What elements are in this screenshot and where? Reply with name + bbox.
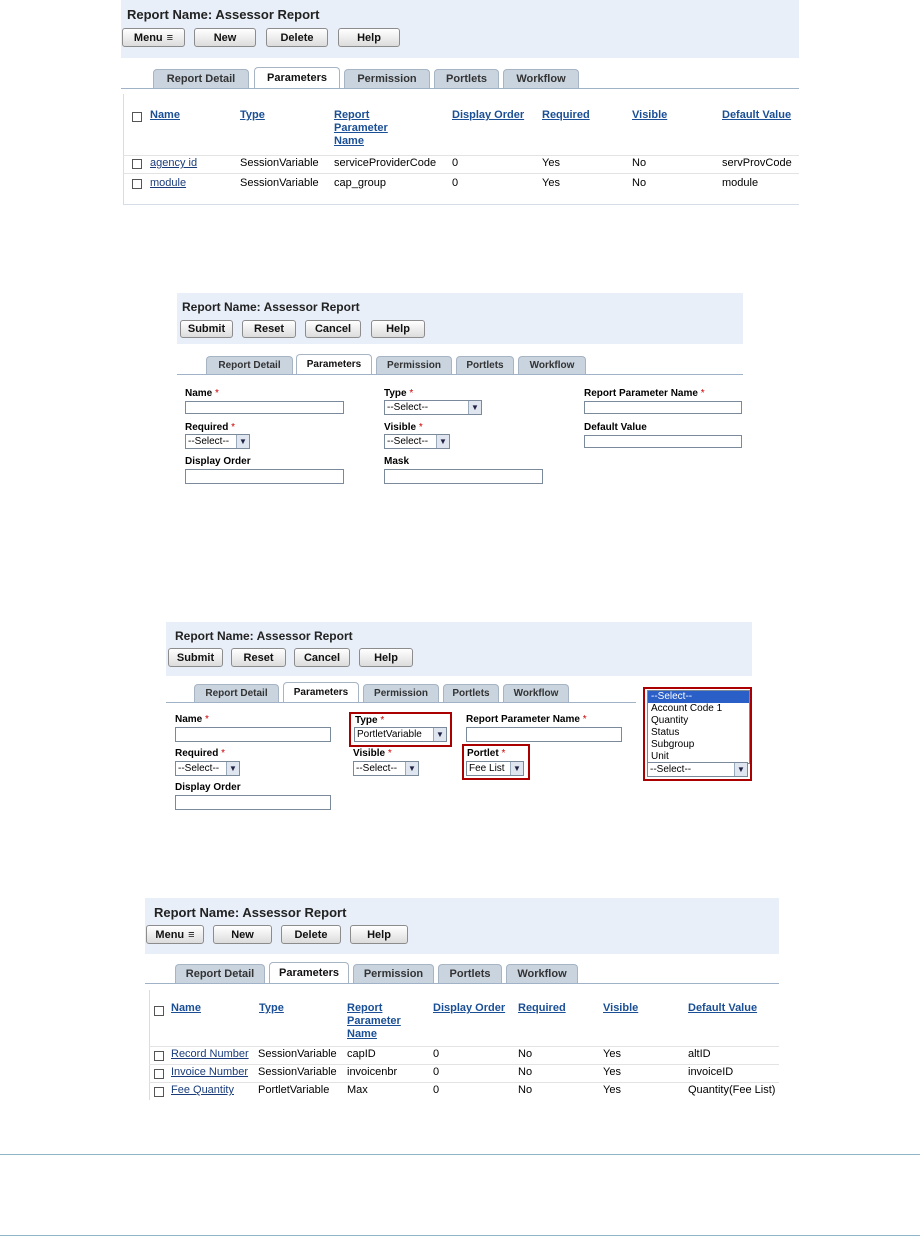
portlet-select[interactable]: Fee List ▼: [466, 761, 524, 776]
submit-button[interactable]: Submit: [180, 320, 233, 338]
row-divider: [123, 155, 799, 156]
row-divider: [123, 173, 799, 174]
name-label: Name *: [185, 388, 219, 399]
help-button[interactable]: Help: [359, 648, 413, 667]
row-default: altID: [688, 1048, 711, 1060]
visible-label: Visible *: [353, 748, 392, 759]
row-name-link[interactable]: module: [150, 177, 187, 189]
tab-report-detail[interactable]: Report Detail: [194, 684, 279, 702]
tab-permission[interactable]: Permission: [344, 69, 430, 88]
chevron-down-icon: ▼: [433, 728, 446, 741]
type-select[interactable]: --Select-- ▼: [384, 400, 482, 415]
chevron-down-icon: ▼: [226, 762, 239, 775]
report-parameter-name-label: Report Parameter Name *: [466, 714, 587, 725]
tab-parameters[interactable]: Parameters: [283, 682, 359, 702]
portlet-field-listbox[interactable]: [647, 690, 750, 764]
row-param: invoicenbr: [347, 1066, 398, 1078]
mask-label: Mask: [384, 456, 410, 467]
cancel-button[interactable]: Cancel: [305, 320, 361, 338]
tab-report-detail[interactable]: Report Detail: [175, 964, 265, 983]
row-param: capID: [347, 1048, 376, 1060]
required-label: Required *: [185, 422, 236, 433]
col-display-order[interactable]: Display Order: [433, 1002, 506, 1014]
screenshot-portlet-variable-form: [166, 622, 752, 814]
report-title: Report Name: Assessor Report: [175, 629, 353, 643]
row-checkbox[interactable]: [154, 1051, 164, 1061]
new-button[interactable]: New: [194, 28, 256, 47]
portlet-field-select[interactable]: --Select-- ▼: [647, 762, 748, 777]
col-visible[interactable]: Visible: [603, 1002, 639, 1014]
dropdown-option[interactable]: Status: [651, 727, 680, 738]
row-order: 0: [433, 1048, 440, 1060]
help-button[interactable]: Help: [371, 320, 425, 338]
row-visible: No: [632, 177, 647, 189]
row-name-link[interactable]: agency id: [150, 157, 198, 169]
screenshot-parameter-list: [121, 0, 799, 206]
dropdown-option[interactable]: --Select--: [648, 691, 749, 703]
col-default-value[interactable]: Default Value: [722, 109, 792, 121]
select-all-checkbox[interactable]: [132, 112, 142, 122]
table-left-border: [123, 94, 124, 204]
chevron-down-icon: ▼: [734, 763, 747, 776]
row-param: cap_group: [334, 177, 386, 189]
name-label: Name *: [175, 714, 209, 725]
report-title: Report Name: Assessor Report: [127, 7, 320, 22]
type-label: Type *: [355, 715, 385, 726]
tab-underline: [166, 702, 636, 703]
report-parameter-name-input[interactable]: [466, 727, 622, 742]
col-default-value[interactable]: Default Value: [688, 1002, 758, 1014]
type-label: Type *: [384, 388, 414, 399]
portlet-label: Portlet *: [467, 748, 506, 759]
col-display-order[interactable]: Display Order: [452, 109, 525, 121]
row-order: 0: [433, 1066, 440, 1078]
visible-label: Visible *: [384, 422, 423, 433]
menu-lines-icon: ≡: [188, 928, 195, 941]
mask-input[interactable]: [384, 469, 543, 484]
row-checkbox[interactable]: [154, 1087, 164, 1097]
row-visible: No: [632, 157, 647, 169]
col-name[interactable]: Name: [150, 109, 180, 121]
select-all-checkbox[interactable]: [154, 1006, 164, 1016]
help-button[interactable]: Help: [350, 925, 408, 944]
col-report-parameter-name[interactable]: Report Parameter Name: [347, 1002, 401, 1040]
col-required[interactable]: Required: [518, 1002, 566, 1014]
display-order-label: Display Order: [175, 782, 241, 793]
row-default: module: [722, 177, 759, 189]
tab-permission[interactable]: Permission: [353, 964, 434, 983]
tab-portlets[interactable]: Portlets: [456, 356, 514, 374]
tab-parameters[interactable]: Parameters: [296, 354, 372, 374]
row-divider: [149, 1064, 779, 1065]
col-report-parameter-name[interactable]: Report Parameter Name: [334, 109, 388, 147]
tab-portlets[interactable]: Portlets: [443, 684, 499, 702]
tab-underline: [121, 88, 799, 89]
tab-parameters[interactable]: Parameters: [254, 67, 340, 88]
row-type: SessionVariable: [240, 177, 319, 189]
menu-label: Menu: [155, 928, 185, 941]
col-visible[interactable]: Visible: [632, 109, 668, 121]
required-select[interactable]: --Select-- ▼: [175, 761, 240, 776]
delete-button[interactable]: Delete: [266, 28, 328, 47]
row-required: No: [518, 1066, 533, 1078]
report-parameter-name-label: Report Parameter Name *: [584, 388, 705, 399]
row-type: SessionVariable: [258, 1066, 337, 1078]
chevron-down-icon: ▼: [405, 762, 418, 775]
type-select[interactable]: PortletVariable ▼: [354, 727, 447, 742]
reset-button[interactable]: Reset: [242, 320, 296, 338]
tab-report-detail[interactable]: Report Detail: [153, 69, 249, 88]
chevron-down-icon: ▼: [236, 435, 249, 448]
tab-parameters[interactable]: Parameters: [269, 962, 349, 983]
tab-workflow[interactable]: Workflow: [503, 69, 579, 88]
table-bottom-border: [123, 204, 799, 205]
col-type[interactable]: Type: [240, 109, 265, 121]
row-name-link[interactable]: Fee Quantity: [171, 1084, 234, 1096]
col-required[interactable]: Required: [542, 109, 590, 121]
row-visible: Yes: [603, 1084, 621, 1096]
col-name[interactable]: Name: [171, 1002, 201, 1014]
menu-lines-icon: ≡: [166, 31, 174, 44]
tab-workflow[interactable]: Workflow: [506, 964, 578, 983]
cancel-button[interactable]: Cancel: [294, 648, 350, 667]
dropdown-option[interactable]: Unit: [651, 751, 669, 762]
default-value-label: Default Value: [584, 422, 647, 433]
page-divider-top: [0, 1154, 920, 1155]
report-parameter-name-input[interactable]: [584, 401, 742, 414]
dropdown-option[interactable]: Account Code 1: [651, 703, 723, 714]
row-type: PortletVariable: [258, 1084, 330, 1096]
row-default: Quantity(Fee List): [688, 1084, 776, 1096]
display-order-label: Display Order: [185, 456, 251, 467]
delete-button[interactable]: Delete: [281, 925, 341, 944]
page-divider-bottom: [0, 1235, 920, 1236]
row-divider: [149, 1046, 779, 1047]
new-button[interactable]: New: [213, 925, 272, 944]
row-default: invoiceID: [688, 1066, 734, 1078]
chevron-down-icon: ▼: [510, 762, 523, 775]
menu-button[interactable]: [146, 925, 204, 944]
row-name-link[interactable]: Invoice Number: [171, 1066, 249, 1078]
tab-workflow[interactable]: Workflow: [518, 356, 586, 374]
screenshot-updated-parameter-list: [145, 898, 779, 1102]
name-input[interactable]: [185, 401, 344, 414]
visible-select[interactable]: --Select-- ▼: [353, 761, 419, 776]
row-type: SessionVariable: [240, 157, 319, 169]
required-select[interactable]: --Select-- ▼: [185, 434, 250, 449]
tab-portlets[interactable]: Portlets: [438, 964, 502, 983]
required-label: Required *: [175, 748, 226, 759]
row-required: No: [518, 1048, 533, 1060]
tab-underline: [145, 983, 779, 984]
row-required: Yes: [542, 177, 560, 189]
row-checkbox[interactable]: [132, 159, 142, 169]
tab-permission[interactable]: Permission: [376, 356, 452, 374]
help-button[interactable]: Help: [338, 28, 400, 47]
row-required: Yes: [542, 157, 560, 169]
row-default: servProvCode: [722, 157, 792, 169]
row-required: No: [518, 1084, 533, 1096]
dropdown-option[interactable]: Quantity: [651, 715, 689, 726]
tab-permission[interactable]: Permission: [363, 684, 439, 702]
row-visible: Yes: [603, 1048, 621, 1060]
report-title: Report Name: Assessor Report: [182, 300, 360, 314]
default-value-input[interactable]: [584, 435, 742, 448]
row-type: SessionVariable: [258, 1048, 337, 1060]
report-title: Report Name: Assessor Report: [154, 905, 347, 920]
col-type[interactable]: Type: [259, 1002, 284, 1014]
tab-workflow[interactable]: Workflow: [503, 684, 569, 702]
tab-underline: [177, 374, 743, 375]
table-left-border: [149, 990, 150, 1100]
row-order: 0: [433, 1084, 440, 1096]
display-order-input[interactable]: [185, 469, 344, 484]
chevron-down-icon: ▼: [436, 435, 449, 448]
display-order-input[interactable]: [175, 795, 331, 810]
dropdown-option[interactable]: Subgroup: [651, 739, 695, 750]
row-order: 0: [452, 177, 459, 189]
row-param: serviceProviderCode: [334, 157, 437, 169]
menu-button[interactable]: [122, 28, 185, 47]
tab-report-detail[interactable]: Report Detail: [206, 356, 293, 374]
row-divider: [149, 1082, 779, 1083]
row-param: Max: [347, 1084, 368, 1096]
row-visible: Yes: [603, 1066, 621, 1078]
row-checkbox[interactable]: [154, 1069, 164, 1079]
row-checkbox[interactable]: [132, 179, 142, 189]
menu-label: Menu: [133, 31, 163, 44]
reset-button[interactable]: Reset: [231, 648, 286, 667]
submit-button[interactable]: Submit: [168, 648, 223, 667]
name-input[interactable]: [175, 727, 331, 742]
screenshot-new-parameter-form: [177, 293, 743, 488]
chevron-down-icon: ▼: [468, 401, 481, 414]
row-order: 0: [452, 157, 459, 169]
row-name-link[interactable]: Record Number: [171, 1048, 249, 1060]
visible-select[interactable]: --Select-- ▼: [384, 434, 450, 449]
tab-portlets[interactable]: Portlets: [434, 69, 499, 88]
